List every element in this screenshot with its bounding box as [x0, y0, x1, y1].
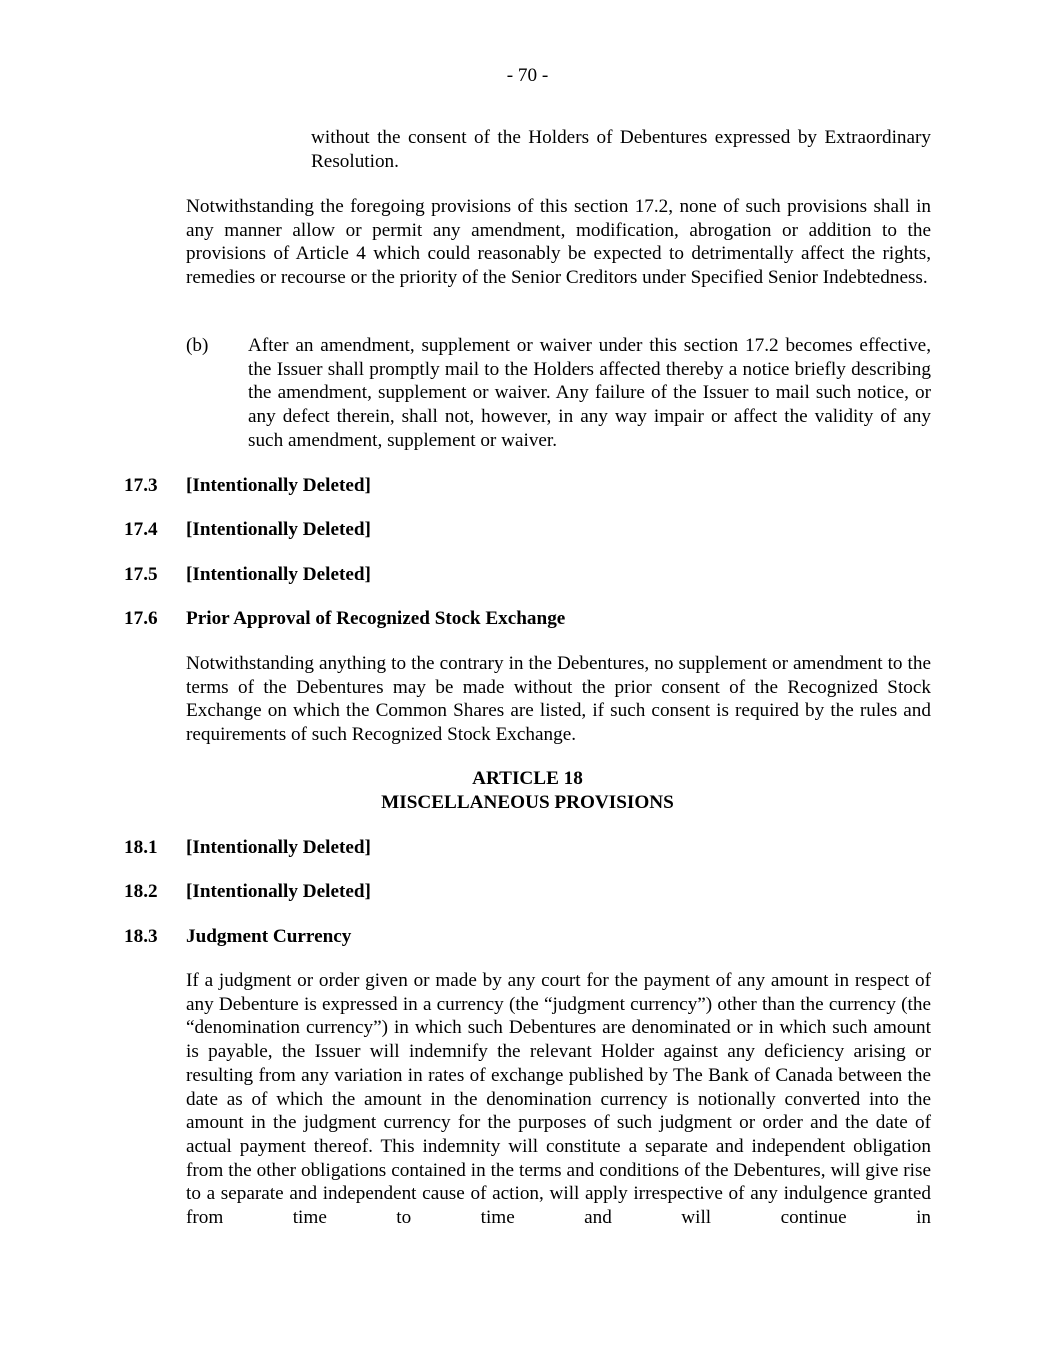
section-number: 17.6	[124, 608, 158, 629]
section-heading-17-4	[124, 518, 944, 542]
section-heading-17-3	[124, 474, 944, 498]
section-heading-18-1	[124, 836, 944, 860]
section-18-3-body: If a judgment or order given or made by any court for the payment of any amount in respect of any Debenture is expressed in a currency (the “judgment currency”) other than the currency (the “denomination currency”) in which such Debentures are denominated or in which such amount is payable, the Issuer will indemnify the relevant Holder against any deficiency arising or resulting from any variation in rates of exchange published by The Bank of Canada between the date as of which the amount in the denomination currency is notionally converted into the amount in the judgment currency for the purposes of such judgment or order and the date of actual payment thereof. This indemnity will constitute a separate and independent obligation from the other obligations contained in the terms and conditions of the Debentures, will give rise to a separate and independent cause of action, will apply irrespective of any indulgence granted from time to time and will continue in	[186, 970, 931, 1229]
section-number: 18.2	[124, 881, 158, 902]
item-b-text: After an amendment, supplement or waiver under this section 17.2 becomes effective, the Issuer shall promptly mail to the Holders affected thereby a notice briefly describing the amendment, supplement or waiver. Any failure of the Issuer to mail such notice, or any defect therein, shall not, however, in any way impair or affect the validity of any such amendment, supplement or waiver.	[248, 335, 931, 451]
section-title: [Intentionally Deleted]	[186, 837, 371, 858]
page-number: - 70 -	[506, 65, 549, 86]
notwithstanding-paragraph: Notwithstanding the foregoing provisions of this section 17.2, none of such provisions shall in any manner allow or permit any amendment, modification, abrogation or addition to the provisions of Article 4 which could reasonably be expected to detrimentally affect the rights, remedies or recourse or the priority of the Senior Creditors under Specified Senior Indebtedness.	[186, 196, 931, 289]
section-title: Judgment Currency	[186, 926, 352, 947]
section-heading-17-6	[124, 607, 944, 631]
section-number: 18.3	[124, 926, 158, 947]
section-title: [Intentionally Deleted]	[186, 564, 371, 585]
section-heading-18-2	[124, 880, 944, 904]
article-title: MISCELLANEOUS PROVISIONS	[381, 791, 674, 813]
section-title: Prior Approval of Recognized Stock Exchange	[186, 608, 566, 629]
section-number: 17.3	[124, 475, 158, 496]
section-title: [Intentionally Deleted]	[186, 881, 371, 902]
article-heading	[0, 767, 1055, 814]
section-number: 17.4	[124, 519, 158, 540]
section-title: [Intentionally Deleted]	[186, 475, 371, 496]
section-number: 17.5	[124, 564, 158, 585]
article-number: ARTICLE 18	[472, 768, 583, 789]
section-number: 18.1	[124, 837, 158, 858]
section-heading-18-3	[124, 925, 944, 949]
item-b-label: (b)	[186, 335, 209, 356]
section-17-6-body: Notwithstanding anything to the contrary in the Debentures, no supplement or amendment to the terms of the Debentures may be made without the prior consent of the Recognized Stock Exchange on which the Common Shares are listed, if such consent is required by the rules and requirements of such Recognized Stock Exchange.	[186, 653, 931, 746]
section-title: [Intentionally Deleted]	[186, 519, 371, 540]
continuation-paragraph: without the consent of the Holders of Debentures expressed by Extraordinary Resolution.	[311, 127, 931, 172]
section-heading-17-5	[124, 563, 944, 587]
